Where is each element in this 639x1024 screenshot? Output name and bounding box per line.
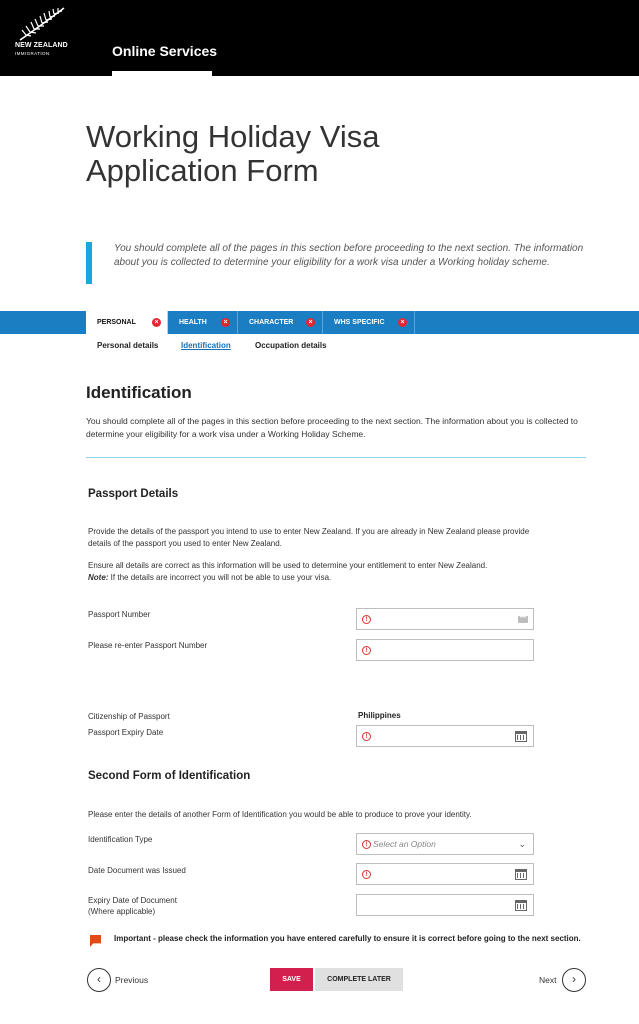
online-services-link[interactable]: Online Services — [112, 43, 218, 59]
passport-number-label: Passport Number — [88, 610, 151, 619]
calendar-icon[interactable] — [515, 731, 527, 742]
tab-label: CHARACTER — [249, 319, 294, 326]
silver-fern-icon — [18, 6, 68, 42]
document-expiry-label — [88, 895, 177, 917]
tab-personal[interactable] — [86, 311, 168, 334]
required-error-icon: ! — [362, 615, 371, 624]
passport-expiry-date-input[interactable] — [356, 725, 534, 747]
calendar-icon[interactable] — [515, 900, 527, 911]
tab-character[interactable] — [238, 311, 323, 334]
passport-instructions: Provide the details of the passport you intend to use to enter New Zealand. If you are already in New Zealand please provide details of the passport you used to enter New Zealand. — [88, 527, 530, 548]
subtab-identification[interactable]: Identification — [181, 341, 231, 350]
document-expiry-date-input[interactable] — [356, 894, 534, 916]
reenter-passport-input[interactable] — [356, 639, 534, 661]
id-type-select[interactable] — [356, 833, 534, 855]
required-error-icon: ! — [362, 870, 371, 879]
subtab-personal-details[interactable]: Personal details — [97, 341, 159, 350]
section-description: You should complete all of the pages in this section before proceeding to the next section. The information about you is collected to determine your eligibility for a work visa under a Working Holiday Scheme. — [86, 416, 578, 439]
site-header — [0, 0, 639, 76]
issued-date-input[interactable] — [356, 863, 534, 885]
tab-health[interactable] — [168, 311, 238, 334]
required-error-icon: ! — [362, 732, 371, 741]
passport-number-input[interactable] — [356, 608, 534, 630]
section-title: Identification — [86, 383, 192, 402]
next-label[interactable]: Next — [539, 975, 557, 985]
passport-accuracy-note — [88, 560, 538, 584]
active-nav-indicator — [112, 71, 212, 76]
issued-date-label: Date Document was Issued — [88, 866, 186, 875]
accuracy-text: Ensure all details are correct as this information will be used to determine your entitlement to enter New Zealand. — [88, 561, 488, 570]
nz-immigration-logo[interactable] — [12, 6, 72, 56]
logo-text-agency: IMMIGRATION — [15, 51, 50, 56]
passport-expiry-label: Passport Expiry Date — [88, 728, 164, 737]
calendar-icon[interactable] — [515, 869, 527, 880]
save-button[interactable]: SAVE — [270, 968, 313, 991]
incomplete-icon: × — [306, 318, 315, 327]
note-text: If the details are incorrect you will not be able to use your visa. — [108, 573, 332, 582]
previous-button[interactable]: ‹ — [87, 968, 111, 992]
tab-label: PERSONAL — [97, 319, 136, 326]
tab-label: HEALTH — [179, 319, 207, 326]
incomplete-icon: × — [221, 318, 230, 327]
tab-whs-specific[interactable] — [323, 311, 415, 334]
section-divider — [86, 457, 586, 458]
subtab-occupation-details[interactable]: Occupation details — [255, 341, 327, 350]
section-tabs — [0, 311, 639, 334]
callout-accent-bar — [86, 242, 92, 284]
document-expiry-sublabel: (Where applicable) — [88, 907, 156, 916]
citizenship-label: Citizenship of Passport — [88, 712, 170, 721]
id-type-label: Identification Type — [88, 835, 153, 844]
page-title: Working Holiday Visa Application Form — [86, 119, 380, 188]
flag-icon — [90, 935, 101, 947]
intro-text: You should complete all of the pages in this section before proceeding to the next section. The information about you is collected to determine your eligibility for a work visa under a Working holiday scheme. — [114, 243, 584, 268]
required-error-icon: ! — [362, 646, 371, 655]
intro-callout — [86, 242, 586, 269]
document-expiry-label-text: Expiry Date of Document — [88, 896, 177, 905]
second-id-heading: Second Form of Identification — [88, 770, 251, 782]
reenter-passport-label: Please re-enter Passport Number — [88, 641, 208, 650]
previous-label[interactable]: Previous — [115, 975, 149, 985]
incomplete-icon: × — [398, 318, 407, 327]
logo-text-country: NEW ZEALAND — [15, 42, 68, 49]
required-error-icon: ! — [362, 840, 371, 849]
chevron-down-icon: ⌄ — [518, 839, 526, 849]
important-text: Important - please check the information you have entered carefully to ensure it is correct before going to the next section. — [114, 934, 581, 943]
note-label: Note: — [88, 573, 109, 582]
complete-later-button[interactable]: COMPLETE LATER — [315, 968, 403, 991]
select-placeholder: Select an Option — [373, 839, 436, 849]
incomplete-icon: × — [152, 318, 161, 327]
second-id-instructions: Please enter the details of another Form of Identification you would be able to produce to prove your identity. — [88, 810, 472, 819]
next-button[interactable]: › — [562, 968, 586, 992]
passport-details-heading: Passport Details — [88, 488, 179, 500]
password-manager-icon[interactable]: ••• — [519, 615, 527, 621]
citizenship-value: Philippines — [358, 711, 401, 720]
tab-label: WHS SPECIFIC — [334, 319, 385, 326]
